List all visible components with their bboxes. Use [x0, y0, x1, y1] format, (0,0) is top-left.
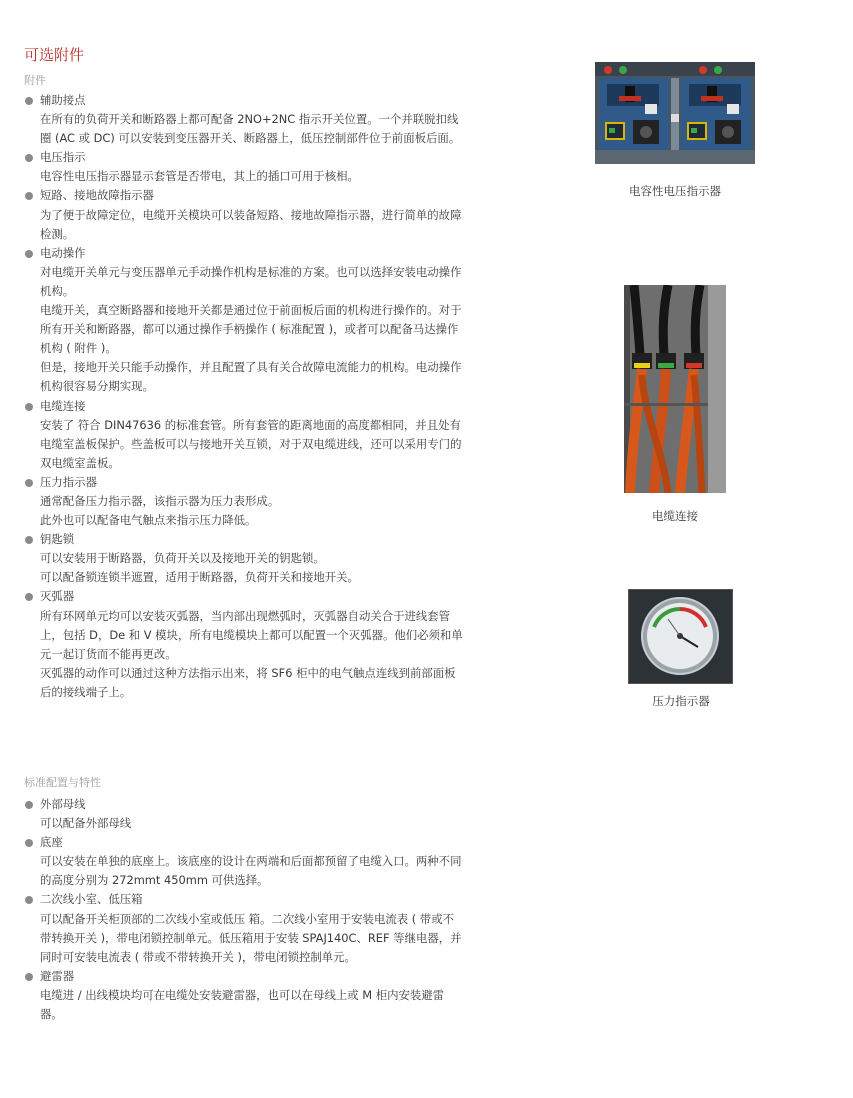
list-item-text: 可以安装用于断路器，负荷开关以及接地开关的钥匙锁。: [40, 551, 325, 566]
list-item-title: [24, 473, 464, 492]
list-item-title: [24, 148, 464, 167]
section-heading-accessories: 附件: [24, 74, 46, 87]
list-item-text: 可以配备锁连锁半遮置，适用于断路器，负荷开关和接地开关。: [40, 570, 359, 585]
bullet-icon: [25, 250, 33, 258]
bullet-icon: [25, 97, 33, 105]
list-item-text: 可以配备开关柜顶部的二次线小室或低压 箱。二次线小室用于安装电流表 ( 带或不带转换开关 )，带电闭锁控制单元。低压箱用于安装 SPAJ140C、REF 等继电器，并同时可安装电流表 ( 带或不带转换开关 )，带电闭锁控制单元。: [40, 911, 462, 964]
list-item-text: 可以安装在单独的底座上。该底座的设计在两端和后面都预留了电缆入口。两种不同的高度分别为 272mmt 450mm 可供选择。: [40, 854, 462, 888]
list-item: [24, 587, 464, 702]
list-item-label: 钥匙锁: [40, 532, 75, 547]
bullet-icon: [25, 536, 33, 544]
accessories-list: [24, 91, 464, 702]
list-item: [24, 530, 464, 587]
list-item-label: 短路、接地故障指示器: [40, 188, 154, 203]
list-item-text: 灭弧器的动作可以通过这种方法指示出来，将 SF6 柜中的电气触点连线到前部面板后的接线端子上。: [40, 665, 456, 699]
list-item-label: 压力指示器: [40, 474, 97, 489]
list-item: [24, 967, 464, 1024]
list-item-text: 通常配备压力指示器，该指示器为压力表形成。: [40, 493, 280, 508]
cable-connection-caption: 电缆连接: [652, 509, 698, 523]
list-item: [24, 833, 464, 890]
voltage-indicator-caption: 电容性电压指示器: [629, 184, 721, 198]
list-item-title: [24, 967, 464, 986]
list-item: [24, 244, 464, 397]
bullet-icon: [25, 593, 33, 601]
bullet-icon: [25, 403, 33, 411]
list-item-text: 为了便于故障定位，电缆开关模块可以装备短路、接地故障指示器，进行简单的故障检测。: [40, 207, 462, 241]
list-item: [24, 186, 464, 243]
list-item-text: 在所有的负荷开关和断路器上都可配备 2NO+2NC 指示开关位置。一个并联脱扣线圈 (AC 或 DC) 可以安装到变压器开关、断路器上，低压控制部件位于前面板后面。: [40, 112, 461, 146]
list-item: [24, 148, 464, 186]
list-item-title: [24, 91, 464, 110]
list-item-label: 电压指示: [40, 150, 86, 165]
bullet-icon: [25, 801, 33, 809]
list-item-text: 所有环网单元均可以安装灭弧器，当内部出现燃弧时，灭弧器自动关合于进线套管上，包括 D，De 和 V 模块，所有电缆模块上都可以配置一个灭弧器。他们必须和单元一起订货而不能再更改。: [40, 608, 463, 661]
list-item-text: 电缆进 / 出线模块均可在电缆处安装避雷器，也可以在母线上或 M 柜内安装避雷器。: [40, 987, 445, 1022]
list-item: [24, 397, 464, 473]
bullet-icon: [25, 154, 33, 162]
list-item-title: [24, 186, 464, 205]
list-item-text: 此外也可以配备电气触点来指示压力降低。: [40, 513, 257, 528]
list-item-title: [24, 795, 464, 814]
list-item-title: [24, 587, 464, 606]
list-item-label: 灭弧器: [40, 589, 75, 604]
list-item-title: [24, 833, 464, 852]
list-item-label: 辅助接点: [40, 93, 86, 107]
cable-connection-photo: [624, 285, 726, 493]
bullet-icon: [25, 192, 33, 200]
bullet-icon: [25, 479, 33, 487]
list-item-label: 底座: [40, 835, 63, 850]
bullet-icon: [25, 896, 33, 904]
list-item-label: 避雷器: [40, 968, 75, 983]
list-item-label: 电动操作: [40, 245, 86, 260]
list-item-text: 对电缆开关单元与变压器单元手动操作机构是标准的方案。也可以选择安装电动操作机构。: [40, 264, 462, 298]
voltage-indicator-photo: [595, 62, 755, 164]
standard-features-list: [24, 795, 464, 1024]
list-item-label: 二次线小室、低压箱: [40, 892, 143, 907]
list-item-title: [24, 530, 464, 549]
list-item-text: 电缆开关，真空断路器和接地开关都是通过位于前面板后面的机构进行操作的。对于所有开关和断路器，都可以通过操作手柄操作 ( 标准配置 )，或者可以配备马达操作机构 ( 附件 )。: [40, 303, 462, 356]
list-item-text: 安装了 符合 DIN47636 的标准套管。所有套管的距离地面的高度都相同，并且处有电缆室盖板保护。些盖板可以与接地开关互锁，对于双电缆进线，还可以采用专门的双电缆室盖板。: [40, 417, 462, 470]
page-title: 可选附件: [24, 46, 85, 64]
bullet-icon: [25, 839, 33, 847]
list-item-text: 但是，接地开关只能手动操作，并且配置了具有关合故障电流能力的机构。电动操作机构很容易分期实现。: [40, 360, 462, 394]
pressure-indicator-caption: 压力指示器: [652, 694, 710, 708]
list-item-text: 电容性电压指示器显示套管是否带电，其上的插口可用于核相。: [40, 169, 359, 184]
list-item-title: [24, 244, 464, 263]
list-item-label: 电缆连接: [40, 398, 86, 413]
list-item: [24, 795, 464, 833]
list-item-label: 外部母线: [40, 797, 86, 811]
pressure-indicator-photo: [628, 589, 733, 684]
list-item-text: 可以配备外部母线: [40, 816, 132, 831]
list-item-title: [24, 397, 464, 416]
bullet-icon: [25, 973, 33, 981]
list-item: [24, 473, 464, 530]
list-item-title: [24, 890, 464, 909]
list-item: [24, 91, 464, 148]
list-item: [24, 890, 464, 966]
section-heading-standard: 标准配置与特性: [24, 776, 101, 789]
